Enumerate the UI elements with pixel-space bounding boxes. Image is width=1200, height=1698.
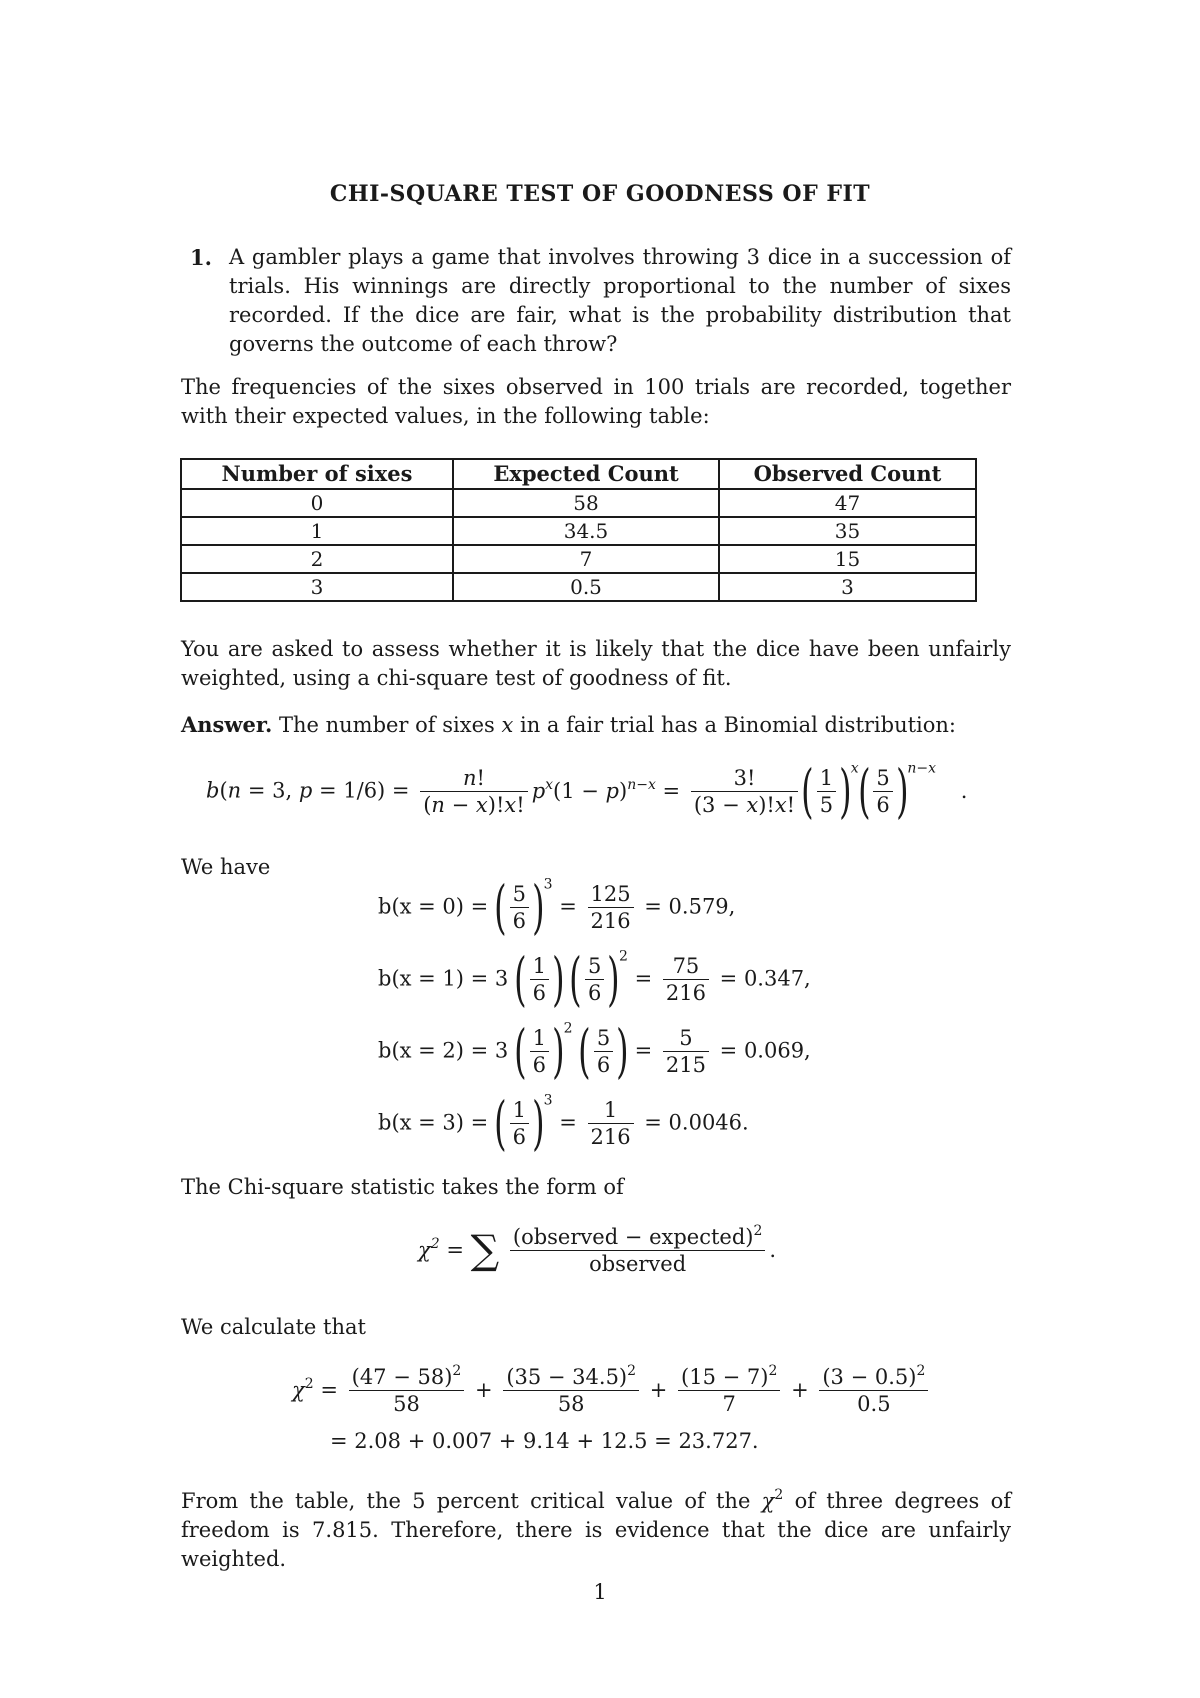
prob-den: 216 xyxy=(590,1124,631,1149)
table-cell: 15 xyxy=(719,545,976,573)
chi-formula: $\chi^2$ = ∑ $\frac{(observed - expected)^2}{\text{observed}}$ . xyxy=(418,1223,777,1276)
table-cell: 2 xyxy=(181,545,453,573)
prob-lhs: b(x = 3) = xyxy=(378,1110,489,1135)
prob-lhs: b(x = 0) = xyxy=(378,894,489,919)
intro-paragraph: The frequencies of the sixes observed in 100 trials are recorded, together with their expected values, in the following table: xyxy=(181,375,1011,428)
answer-paragraph xyxy=(181,710,1011,740)
question-text: A gambler plays a game that involves throwing 3 dice in a succession of trials. His winnings are directly proportional to the number of sixes recorded. If the dice are fair, what is the probability distribution that governs the outcome of each throw? xyxy=(229,245,1011,356)
answer-text-b: in a fair trial has a Binomial distribution: xyxy=(520,713,957,737)
binomial-formula: b(n = 3, p = 1/6) = $\frac{n!}{(n - x)!x!}$ $p^x(1 - p)^{n-x}$ = $\frac{3!}{(3 - x)!x!}$ ( $\frac{1}{5}$ )$^x$( $\frac{5}{6}$ )$^{n-x}$ . xyxy=(206,757,968,825)
prob-row-1: b(x = 1) = 3 ( $\frac{1}{6}$ ) ( $\frac{5}{6}$ )$^2$ = $\frac{75}{216}$ = 0.347, xyxy=(378,945,811,1013)
prob-lhs: b(x = 2) = 3 xyxy=(378,1038,509,1063)
chi-formula-den: observed xyxy=(589,1252,687,1276)
table-cell: 3 xyxy=(181,573,453,601)
chi-formula-num: (observed − expected) xyxy=(512,1225,754,1249)
prob-row-3: b(x = 3) = ( $\frac{1}{6}$ )$^3$ = $\frac{1}{216}$ = 0.0046. xyxy=(378,1089,749,1157)
calc-intro: We calculate that xyxy=(181,1315,366,1339)
prob-den: 216 xyxy=(590,908,631,933)
table-cell: 7 xyxy=(453,545,719,573)
chi-calculation: $\chi^2$ = $\frac{(47 - 58)^2}{58}$ + $\frac{(35 - 34.5)^2}{58}$ + $\frac{(15 - 7)^2}{7}$ + $\frac{(3 - 0.5)^2}{0.5}$ xyxy=(292,1364,932,1417)
conclusion-text-b: of three degrees of freedom is 7.815. Therefore, there is evidence that the dice are unfairly weighted. xyxy=(181,1489,1012,1571)
table-cell: 47 xyxy=(719,489,976,517)
page-title: CHI-SQUARE TEST OF GOODNESS OF FIT xyxy=(329,181,871,207)
prob-num: 125 xyxy=(588,881,634,908)
prob-lhs: b(x = 1) = 3 xyxy=(378,966,509,991)
prob-value: = 0.0046. xyxy=(644,1110,749,1135)
table-header: Expected Count xyxy=(453,459,719,489)
answer-variable: x xyxy=(501,713,514,737)
table-cell: 0 xyxy=(181,489,453,517)
prob-row-0: b(x = 0) = ( $\frac{5}{6}$ )$^3$ = $\frac{125}{216}$ = 0.579, xyxy=(378,873,736,941)
prob-num: 1 xyxy=(588,1097,634,1124)
calc-result: = 2.08 + 0.007 + 9.14 + 12.5 = 23.727. xyxy=(330,1429,759,1453)
calc-term-num: (47 − 58) xyxy=(351,1365,453,1389)
calc-term-den: 58 xyxy=(393,1392,420,1416)
prob-value: = 0.579, xyxy=(644,894,736,919)
table-cell: 58 xyxy=(453,489,719,517)
chi-intro: The Chi-square statistic takes the form of xyxy=(181,1175,624,1199)
page-number: 1 xyxy=(593,1580,607,1604)
we-have-label: We have xyxy=(181,855,271,879)
answer-label: Answer. xyxy=(181,712,273,737)
calc-term-num: (35 − 34.5) xyxy=(506,1365,628,1389)
table-row xyxy=(181,489,976,517)
prob-num: 75 xyxy=(663,953,709,980)
calc-term-den: 7 xyxy=(722,1392,736,1416)
table-row xyxy=(181,573,976,601)
prob-den: 216 xyxy=(665,980,706,1005)
table-cell: 3 xyxy=(719,573,976,601)
table-row xyxy=(181,517,976,545)
table-row xyxy=(181,545,976,573)
prob-row-2: b(x = 2) = 3 ( $\frac{1}{6}$ )$^2$ ( $\frac{5}{6}$ ) = $\frac{5}{215}$ = 0.069, xyxy=(378,1017,811,1085)
frequency-table xyxy=(180,458,977,602)
conclusion-paragraph: From the table, the 5 percent critical value of the $\chi^2$ of three degrees of freedom is 7.815. Therefore, there is evidence that the dice are unfairly weighted. xyxy=(181,1487,1012,1571)
prob-value: = 0.347, xyxy=(719,966,811,991)
prob-value: = 0.069, xyxy=(719,1038,811,1063)
answer-text-a: The number of sixes xyxy=(278,713,495,737)
conclusion-text-a: From the table, the 5 percent critical value of the xyxy=(181,1489,751,1513)
table-cell: 34.5 xyxy=(453,517,719,545)
calc-term-num: (3 − 0.5) xyxy=(822,1365,917,1389)
table-header: Observed Count xyxy=(719,459,976,489)
table-cell: 0.5 xyxy=(453,573,719,601)
assess-paragraph: You are asked to assess whether it is likely that the dice have been unfairly weighted, using a chi-square test of goodness of fit. xyxy=(181,637,1011,690)
prob-den: 215 xyxy=(665,1052,706,1077)
prob-num: 5 xyxy=(663,1025,709,1052)
table-cell: 1 xyxy=(181,517,453,545)
calc-term-den: 0.5 xyxy=(857,1392,891,1416)
table-header: Number of sixes xyxy=(181,459,453,489)
table-cell: 35 xyxy=(719,517,976,545)
calc-term-den: 58 xyxy=(557,1392,585,1416)
calc-term-num: (15 − 7) xyxy=(681,1365,769,1389)
table-header-row xyxy=(181,459,976,489)
question-number: 1. xyxy=(190,245,212,270)
